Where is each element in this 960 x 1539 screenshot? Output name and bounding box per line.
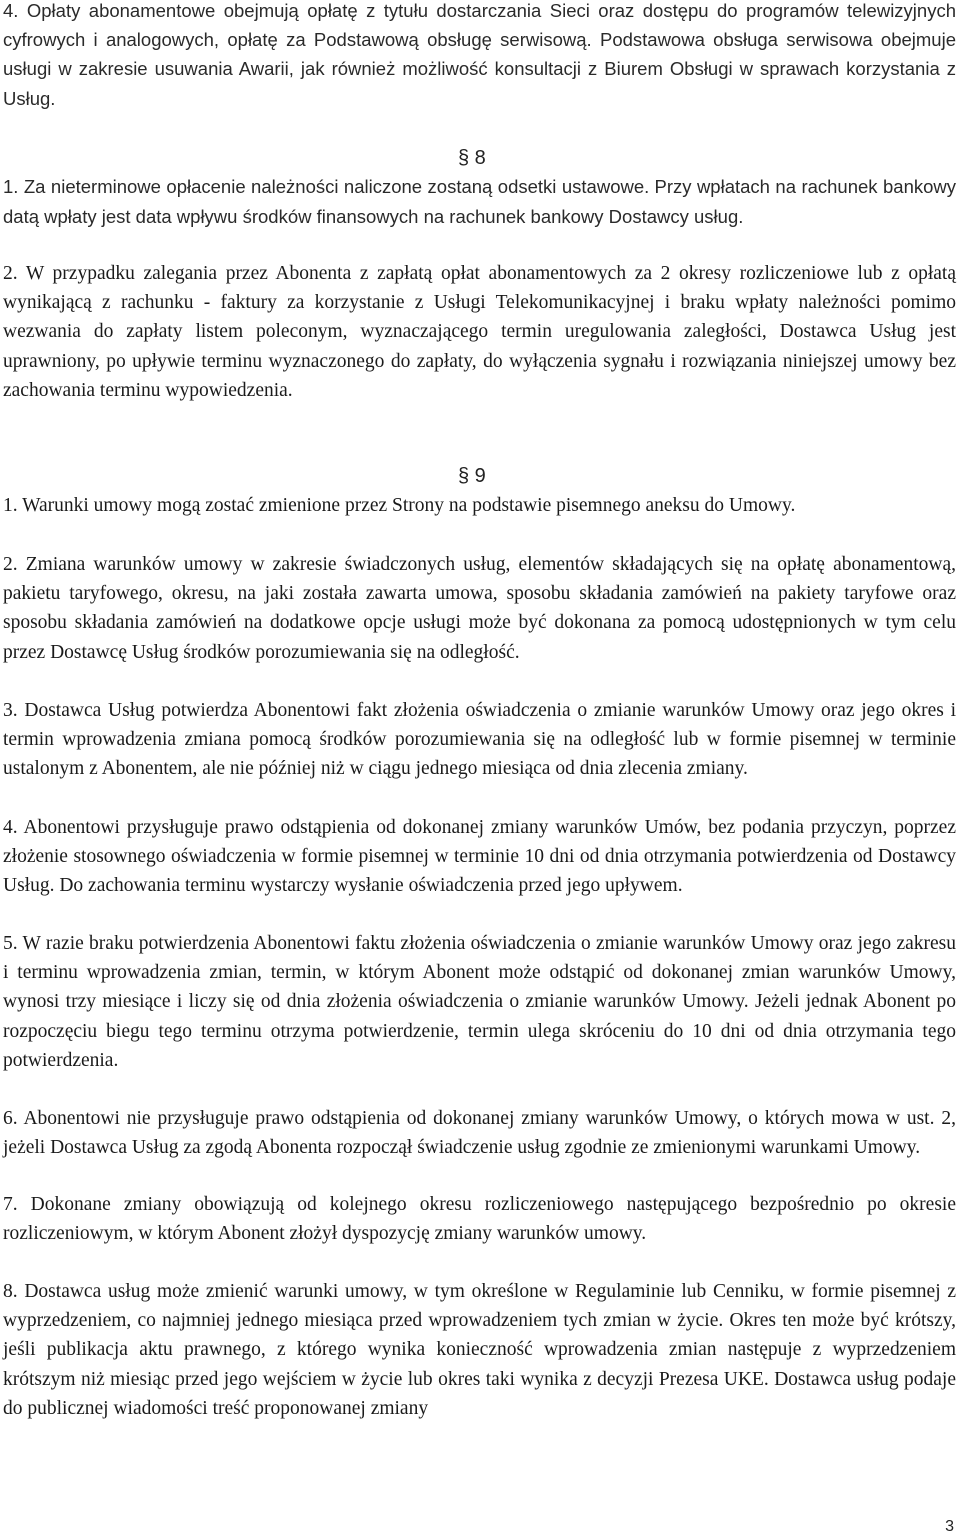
paragraph-8-1-lead: 1. Za nieterminowe opłacenie należności naliczone zostaną odsetki ustawowe. <box>3 176 650 197</box>
paragraph-9-6: 6. Abonentowi nie przysługuje prawo odstąpienia od dokonanej zmiany warunków Umowy, o których mowa w ust. 2, jeżeli Dostawca Usług za zgodą Abonenta rozpoczął świadczenie usług zgodnie ze zmienionymi warunkami Umowy. <box>3 1108 956 1159</box>
paragraph-8-2: 2. W przypadku zalegania przez Abonenta z zapłatą opłat abonamentowych za 2 okresy rozliczeniowe lub z opłatą wynikającą z rachunku - faktury za korzystanie z Usługi Telekomunikacyjnej i braku wpłaty należności pomimo wezwania do zapłaty listem poleconym, wyznaczającego termin uregulowania zaległości, Dostawca Usług jest uprawniony, po upływie terminu wyznaczonego do zapłaty, do wyłączenia sygnału i rozwiązania niniejszej umowy bez zachowania terminu wypowiedzenia. <box>3 263 956 401</box>
paragraph-9-7: 7. Dokonane zmiany obowiązują od kolejnego okresu rozliczeniowego następującego bezpośrednio po okresie rozliczeniowym, w którym Abonent złożył dyspozycję zmiany warunków umowy. <box>3 1194 956 1245</box>
paragraph-8-1-rest: Przy wpłatach na rachunek bankowy datą wpłaty jest data wpływu środków finansowych na rachunek bankowy Dostawcy usług. <box>3 176 957 228</box>
paragraph-9-8: 8. Dostawca usług może zmienić warunki umowy, w tym określone w Regulaminie lub Cenniku, w formie pisemnej z wyprzedzeniem, co najmniej jednego miesiąca przed wprowadzeniem tych zmian w życie. Okres ten może być krótszy, jeśli publikacja aktu prawnego, z którego wynika konieczność wprowadzenia zmian następuje z wyprzedzeniem krótszym niż miesiąc przed jego wejściem w życie lub okres taki wynika z decyzji Prezesa UKE. Dostawca usług podaje do publicznej wiadomości treść proponowanej zmiany <box>3 1281 956 1419</box>
paragraph-9-4: 4. Abonentowi przysługuje prawo odstąpienia od dokonanej zmiany warunków Umów, bez podania przyczyn, poprzez złożenie stosownego oświadczenia w formie pisemnej w terminie 10 dni od dnia otrzymania potwierdzenia od Dostawcy Usług. Do zachowania terminu wystarczy wysłanie oświadczenia przed jego upływem. <box>3 817 956 897</box>
paragraph-7-4: 4. Opłaty abonamentowe obejmują opłatę z tytułu dostarczania Sieci oraz dostępu do programów telewizyjnych cyfrowych i analogowych, opłatę za Podstawową obsługę serwisową. Podstawowa obsługa serwisowa obejmuje usługi w zakresie usuwania Awarii, jak również możliwość konsultacji z Biurem Obsługi w sprawach korzystania z Usług. <box>3 0 956 109</box>
paragraph-8-1 <box>3 172 956 232</box>
paragraph-9-3: 3. Dostawca Usług potwierdza Abonentowi fakt złożenia oświadczenia o zmianie warunków Umowy oraz jego okres i termin wprowadzenia zmiana pomocą środków porozumiewania się na odległość lub w formie pisemnej w terminie ustalonym z Abonentem, ale nie później niż w ciągu jednego miesiąca od dnia zlecenia zmiany. <box>3 700 956 780</box>
paragraph-9-2: 2. Zmiana warunków umowy w zakresie świadczonych usług, elementów składających się na opłatę abonamentową, pakietu taryfowego, okresu, na jaki została zawarta umowa, sposobu składania zamówień na pakiety taryfowe oraz sposobu składania zamówień na dodatkowe opcje usługi może być dokonana za pomocą udostępnionych w tym celu przez Dostawcę Usług środków porozumiewania się na odległość. <box>3 554 956 663</box>
paragraph-9-5: 5. W razie braku potwierdzenia Abonentowi faktu złożenia oświadczenia o zmianie warunków Umowy oraz jego zakresu i terminu wprowadzenia zmian, termin, w którym Abonent może odstąpić od dokonanej zmian warunków Umowy, wynosi trzy miesiące i liczy się od dnia złożenia oświadczenia o zmianie warunków Umowy. Jeżeli jednak Abonent po rozpoczęciu biegu tego terminu otrzyma potwierdzenie, termin ulega skróceniu do 10 dni od dnia otrzymania tego potwierdzenia. <box>3 933 956 1071</box>
page-number: 3 <box>945 1518 954 1535</box>
section-heading-8: § 8 <box>458 147 486 169</box>
paragraph-9-1: 1. Warunki umowy mogą zostać zmienione przez Strony na podstawie pisemnego aneksu do Umowy. <box>3 495 796 516</box>
section-heading-9: § 9 <box>458 465 486 487</box>
